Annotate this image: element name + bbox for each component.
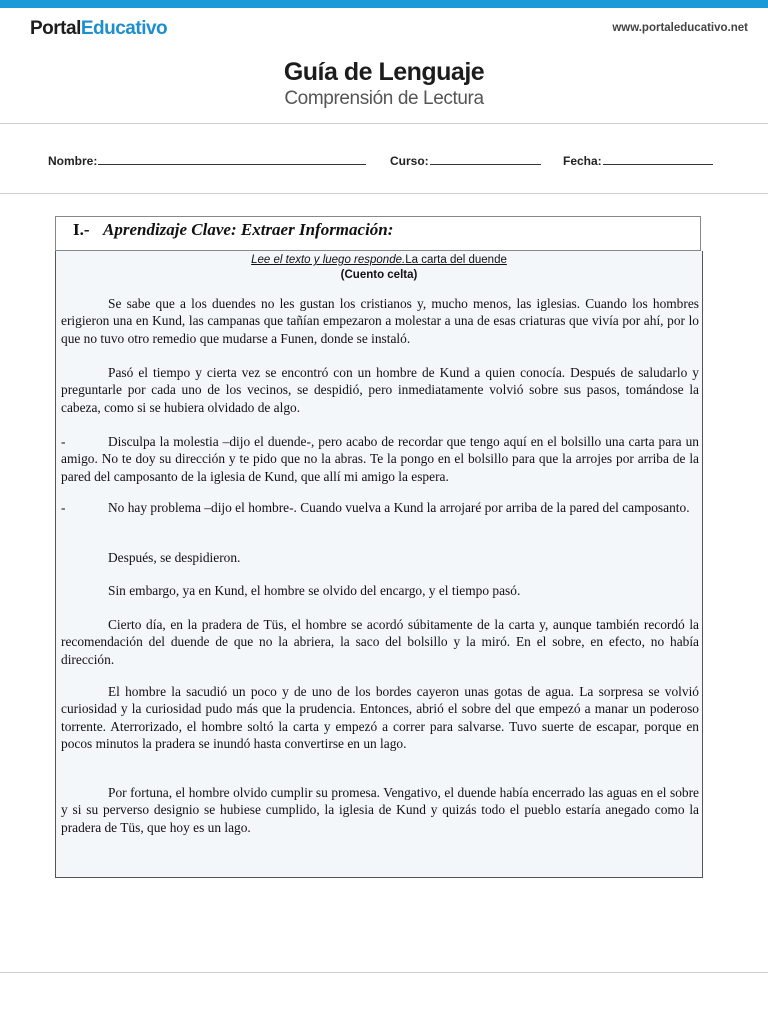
fecha-label: Fecha: — [563, 154, 602, 168]
section-heading-box — [55, 216, 701, 251]
story-paragraph-9: Por fortuna, el hombre olvido cumplir su promesa. Vengativo, el duende había encerrado las aguas en el sobre y si su perverso designio se hubiese cumplido, la iglesia de Kund y quizás todo el pueblo estaría anegado como la pradera de Tüs, que hoy es un lago. — [61, 785, 699, 835]
story-paragraph-2: Pasó el tiempo y cierta vez se encontró con un hombre de Kund a quien conocía. Después de saludarlo y preguntarle por cada uno de los vecinos, se despidió, pero inmediatamente volvió sobre sus pasos, tomándose la cabeza, como si se hubiera olvidado de algo. — [61, 365, 699, 415]
story-paragraph-4-text: No hay problema –dijo el hombre-. Cuando vuelva a Kund la arrojaré por arriba de la pared del camposanto. — [108, 500, 690, 515]
page-title: Guía de Lenguaje — [283, 58, 485, 86]
story-genre: (Cuento celta) — [340, 269, 418, 281]
story-paragraph-1: Se sabe que a los duendes no les gustan los cristianos y, mucho menos, las iglesias. Cuando los hombres erigieron una en Kund, las campanas que tañían empezaron a molestar a una de esas criaturas que vivía por ahí, por lo que no tuvo otro remedio que mudarse a Funen, donde se instaló. — [61, 296, 699, 346]
site-url[interactable]: www.portaleducativo.net — [612, 22, 748, 34]
fecha-blank[interactable] — [603, 153, 713, 165]
nombre-blank[interactable] — [98, 153, 366, 165]
logo-text-portal: Portal — [30, 18, 81, 39]
top-accent-bar — [0, 0, 768, 8]
dialogue-dash: - — [61, 500, 66, 515]
story-paragraph-7: Cierto día, en la pradera de Tüs, el hombre se acordó súbitamente de la carta y, aunque también recordó la recomendación del duende de que no la abriera, la saco del bolsillo y la miró. En el sobre, en efecto, no había dirección. — [61, 617, 699, 667]
section-heading: Aprendizaje Clave: Extraer Información: — [103, 220, 394, 239]
nombre-label: Nombre: — [48, 154, 98, 168]
fecha-field[interactable] — [563, 153, 713, 168]
reading-text-box — [55, 251, 703, 878]
portal-educativo-logo[interactable] — [30, 18, 167, 40]
story-paragraph-5: Después, se despidieron. — [108, 550, 241, 565]
instruction-line — [56, 254, 702, 266]
section-number: I.- — [73, 220, 90, 239]
story-paragraph-3-text: Disculpa la molestia –dijo el duende-, pero acabo de recordar que tengo aquí en el bolsillo una carta para un amigo. No te doy su dirección y te pido que no la abras. Te la pongo en el bolsillo para que la arrojes por arriba de la pared del camposanto de la iglesia de Kund, que allí mi amigo la espera. — [61, 434, 699, 484]
story-paragraph-6: Sin embargo, ya en Kund, el hombre se olvido del encargo, y el tiempo pasó. — [108, 583, 521, 598]
nombre-field[interactable] — [48, 153, 366, 168]
form-divider — [0, 193, 768, 194]
curso-field[interactable] — [390, 153, 541, 168]
footer-divider — [0, 972, 768, 973]
story-title: La carta del duende — [405, 254, 507, 266]
dialogue-dash: - — [61, 434, 66, 449]
header-divider — [0, 123, 768, 124]
instruction-text: Lee el texto y luego responde. — [251, 254, 406, 266]
curso-blank[interactable] — [430, 153, 541, 165]
page-subtitle: Comprensión de Lectura — [284, 88, 484, 109]
curso-label: Curso: — [390, 154, 429, 168]
story-paragraph-4 — [61, 499, 699, 516]
logo-text-educativo: Educativo — [80, 18, 168, 39]
story-paragraph-8: El hombre la sacudió un poco y de uno de los bordes cayeron unas gotas de agua. La sorpresa se volvió curiosidad y la curiosidad pudo más que la prudencia. Entonces, abrió el sobre del que empezó a manar un poderoso torrente. Aterrorizado, el hombre soltó la carta y empezó a correr para salvarse. Tuvo suerte de escapar, porque en pocos minutos la pradera se inundó hasta convertirse en un lago. — [61, 684, 699, 751]
story-paragraph-3 — [61, 433, 699, 485]
